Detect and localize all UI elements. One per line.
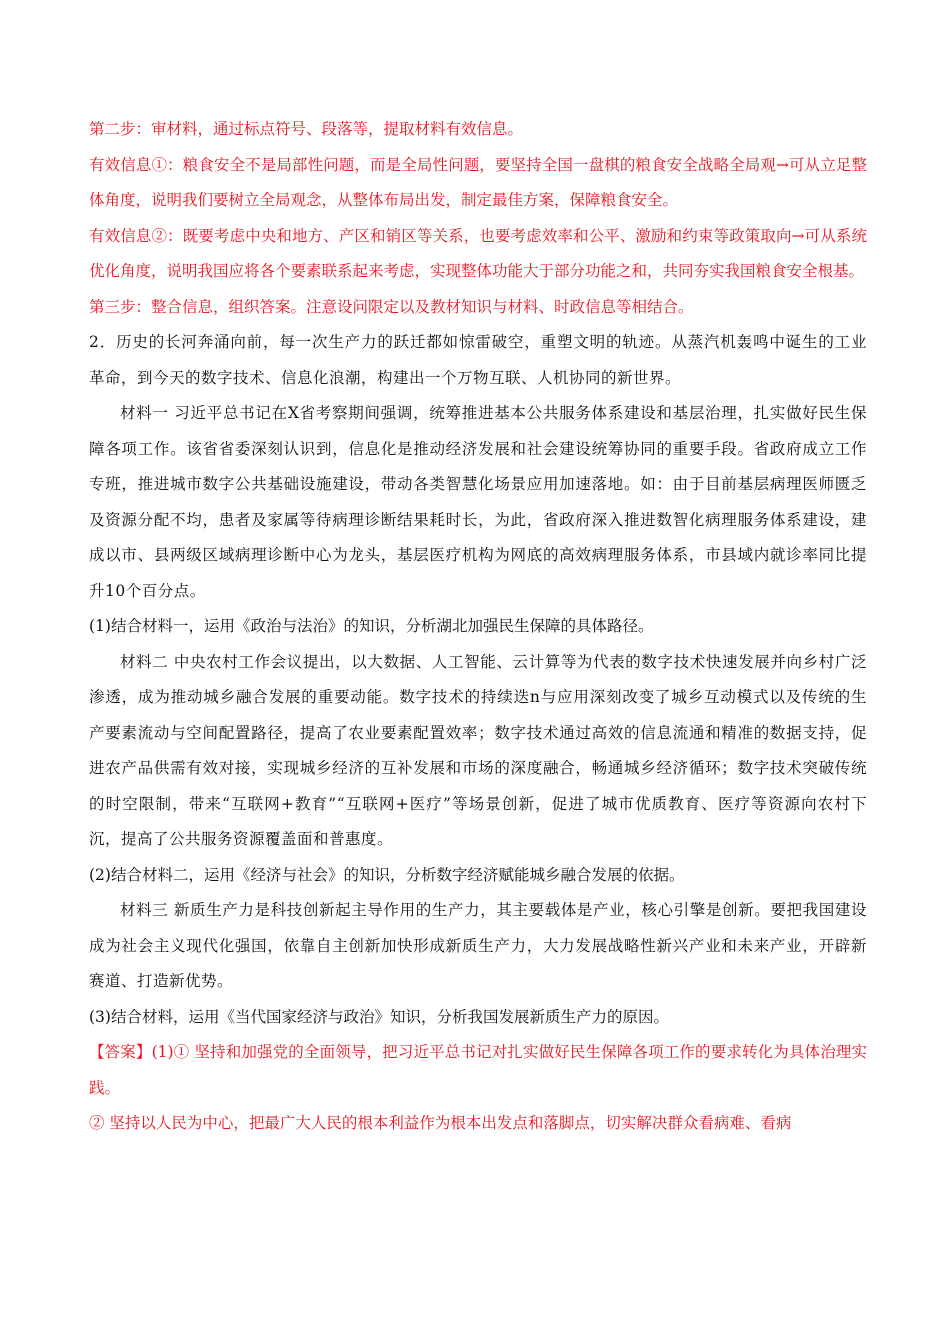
answer-label: 【答案】 — [89, 1043, 152, 1061]
effective-info-2: 有效信息②：既要考虑中央和地方、产区和销区等关系，也要考虑效率和公平、激励和约束等政策取向→可从系统优化角度，说明我国应将各个要素联系起来考虑，实现整体功能大于部分功能之和，共同夯实我国粮食安全根基。 — [89, 226, 867, 280]
material-one: 材料一 习近平总书记在X省考察期间强调，统筹推进基本公共服务体系建设和基层治理，扎实做好民生保障各项工作。该省省委深刻认识到，信息化是推动经济发展和社会建设统筹协同的重要手段。省政府成立工作专班，推进城市数字公共基础设施建设，带动各类智慧化场景应用加速落地。如：由于目前基层病理医师匮乏及资源分配不均，患者及家属等待病理诊断结果耗时长，为此，省政府深入推进数智化病理服务体系建设，建成以市、县两级区域病理诊断中心为龙头，基层医疗机构为网底的高效病理服务体系，市县域内就诊率同比提升10个百分点。 — [89, 404, 867, 600]
sub-question-1: (1)结合材料一，运用《政治与法治》的知识，分析湖北加强民生保障的具体路径。 — [89, 617, 654, 635]
material-three: 材料三 新质生产力是科技创新起主导作用的生产力，其主要载体是产业，核心引擎是创新。要把我国建设成为社会主义现代化强国，依靠自主创新加快形成新质生产力，大力发展战略性新兴产业和未来产业，开辟新赛道、打造新优势。 — [89, 901, 867, 990]
sub-question-3: (3)结合材料，运用《当代国家经济与政治》知识，分析我国发展新质生产力的原因。 — [89, 1007, 669, 1026]
step-two: 第二步：审材料，通过标点符号、段落等，提取材料有效信息。 — [89, 120, 524, 138]
question-2-intro: 2．历史的长河奔涌向前，每一次生产力的跃迁都如惊雷破空，重塑文明的轨迹。从蒸汽机轰鸣中诞生的工业革命，到今天的数字技术、信息化浪潮，构建出一个万物互联、人机协同的新世界。 — [89, 333, 867, 387]
document-page — [89, 112, 867, 1142]
material-two: 材料二 中央农村工作会议提出，以大数据、人工智能、云计算等为代表的数字技术快速发展并向乡村广泛渗透，成为推动城乡融合发展的重要动能。数字技术的持续迭n与应用深刻改变了城乡互动模式以及传统的生产要素流动与空间配置路径，提高了农业要素配置效率；数字技术通过高效的信息流通和精准的数据支持，促进农产品供需有效对接，实现城乡经济的互补发展和市场的深度融合，畅通城乡经济循环；数字技术突破传统的时空限制，带来“互联网+教育”“互联网+医疗”等场景创新，促进了城市优质教育、医疗等资源向农村下沉，提高了公共服务资源覆盖面和普惠度。 — [89, 652, 867, 848]
sub-question-2: (2)结合材料二，运用《经济与社会》的知识，分析数字经济赋能城乡融合发展的依据。 — [89, 865, 685, 884]
answer-part-1 — [89, 1035, 867, 1106]
answer-part-2: ② 坚持以人民为中心，把最广大人民的根本利益作为根本出发点和落脚点，切实解决群众看病难、看病 — [89, 1114, 792, 1132]
answer-1-text: (1)① 坚持和加强党的全面领导，把习近平总书记对扎实做好民生保障各项工作的要求转化为具体治理实践。 — [89, 1043, 867, 1097]
step-three: 第三步：整合信息，组织答案。注意设问限定以及教材知识与材料、时政信息等相结合。 — [89, 297, 694, 316]
effective-info-1: 有效信息①：粮食安全不是局部性问题，而是全局性问题，要坚持全国一盘棋的粮食安全战略全局观→可从立足整体角度，说明我们要树立全局观念，从整体布局出发，制定最佳方案，保障粮食安全。 — [89, 155, 867, 209]
